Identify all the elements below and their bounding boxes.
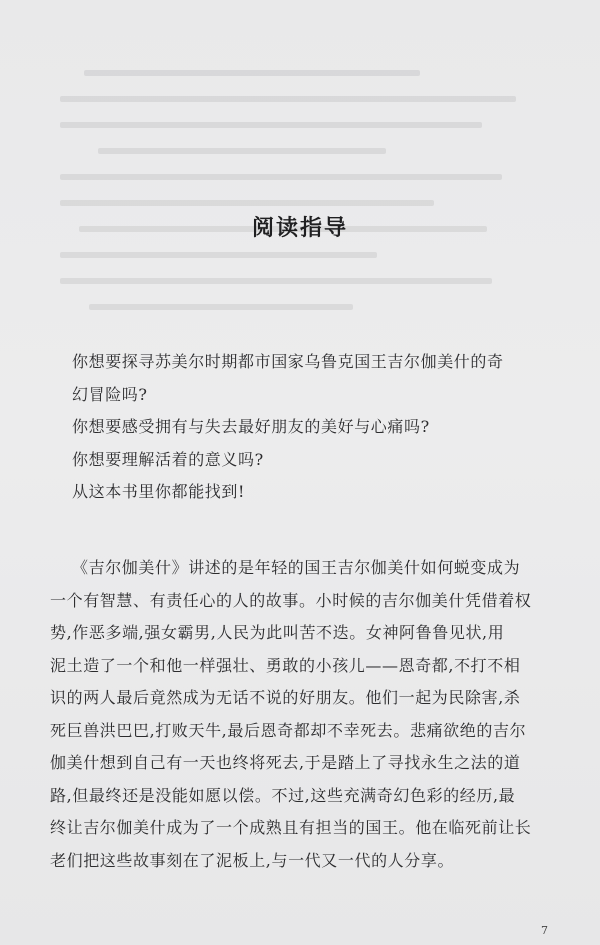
bleed-through-text [60, 70, 540, 320]
intro-line: 幻冒险吗? [72, 384, 148, 404]
summary-line: 识的两人最后竟然成为无话不说的好朋友。他们一起为民除害,杀 [50, 688, 521, 707]
summary-line: 泥土造了一个和他一样强壮、勇敢的小孩儿——恩奇都,不打不相 [50, 655, 521, 675]
summary-line: 一个有智慧、有责任心的人的故事。小时候的吉尔伽美什凭借着权 [50, 590, 532, 610]
summary-line: 死巨兽洪巴巴,打败天牛,最后恩奇都却不幸死去。悲痛欲绝的吉尔 [50, 720, 527, 740]
summary-line: 《吉尔伽美什》讲述的是年轻的国王吉尔伽美什如何蜕变成为 [72, 558, 521, 577]
intro-line: 你想要理解活着的意义吗? [72, 449, 264, 469]
page-title: 阅读指导 [251, 215, 348, 241]
intro-line: 你想要探寻苏美尔时期都市国家乌鲁克国王吉尔伽美什的奇 [72, 352, 504, 371]
intro-paragraph [72, 346, 542, 509]
page-number: 7 [541, 924, 548, 937]
intro-line: 从这本书里你都能找到! [72, 482, 246, 501]
intro-line: 你想要感受拥有与失去最好朋友的美好与心痛吗? [72, 417, 430, 436]
summary-paragraph [50, 552, 542, 877]
summary-line: 老们把这些故事刻在了泥板上,与一代又一代的人分享。 [50, 850, 455, 870]
summary-line: 势,作恶多端,强女霸男,人民为此叫苦不迭。女神阿鲁鲁见状,用 [50, 623, 505, 642]
summary-line: 路,但最终还是没能如愿以偿。不过,这些充满奇幻色彩的经历,最 [50, 785, 516, 805]
summary-line: 终让吉尔伽美什成为了一个成熟且有担当的国王。他在临死前让长 [50, 818, 532, 837]
summary-line: 伽美什想到自己有一天也终将死去,于是踏上了寻找永生之法的道 [50, 753, 521, 772]
